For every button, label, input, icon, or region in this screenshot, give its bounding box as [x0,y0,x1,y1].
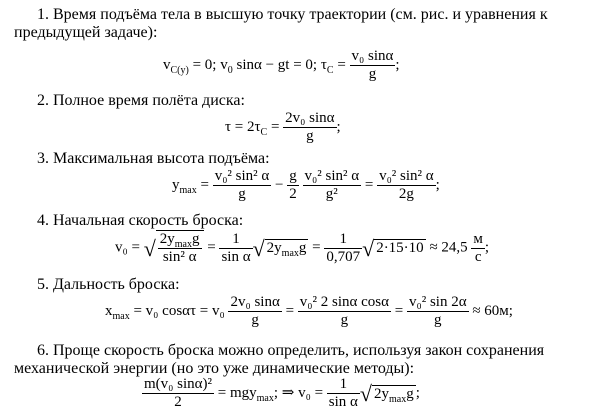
item-6-text: 6. Проще скорость броска можно определить, используя закон сохранения механической энергии (но это уже динамические методы): [14,342,545,378]
item-1-text: 1. Время подъёма тела в высшую точку траектории (см. рис. и уравнения к предыдущей задаче): [14,6,548,42]
formula-4: v₀ = √ $\frac{2y_{max}g}{\text{sin² α}}$ = $\frac{1}{\text{sin α}}$ √ $2y_{max}g$ = $\frac{1}{0,707}$ √ 2·15·10 ≈ 24,5 $\frac{м}{с}$ ; [115,230,490,266]
formula-5: $x_{max} = v_0$ cosατ = v₀ $\frac{\text{2v₀ sinα}}{g}$ = $\frac{\text{v₀² 2 sinα cosα}}{g}$ = $\frac{\text{v₀² sin 2α}}{g}$ ≈ 60м; [105,294,513,329]
formula-6: $\frac{\text{m(v₀ sinα)²}}{2}$ = mgy$_{max}$; ⇒ v₀ = $\frac{1}{\text{sin α}}$ √ $2y_{max}g$ ; [144,376,420,411]
item-2-text: 2. Полное время полёта диска: [37,92,245,109]
formula-1: $v_{C(y)} = 0$; $v_0$ sinα − gt = 0; $\tau_C$ = $\frac{\text{v₀ sinα}}{g}$ ; [163,48,400,83]
formula-2: $\tau = 2\tau_C$ = $\frac{\text{2v₀ sinα}}{g}$ ; [225,110,341,145]
item-4-text: 4. Начальная скорость броска: [37,212,244,229]
item-5-text: 5. Дальность броска: [37,276,180,293]
formula-3: $y_{max}$ = $\frac{\text{v₀² sin² α}}{g}$ − $\frac{g}{2}$ $\frac{\text{v₀² sin² α}}{\text{g²}}$ = $\frac{\text{v₀² sin² α}}{2g}$ ; [172,168,440,203]
item-3-text: 3. Максимальная высота подъёма: [37,150,270,167]
